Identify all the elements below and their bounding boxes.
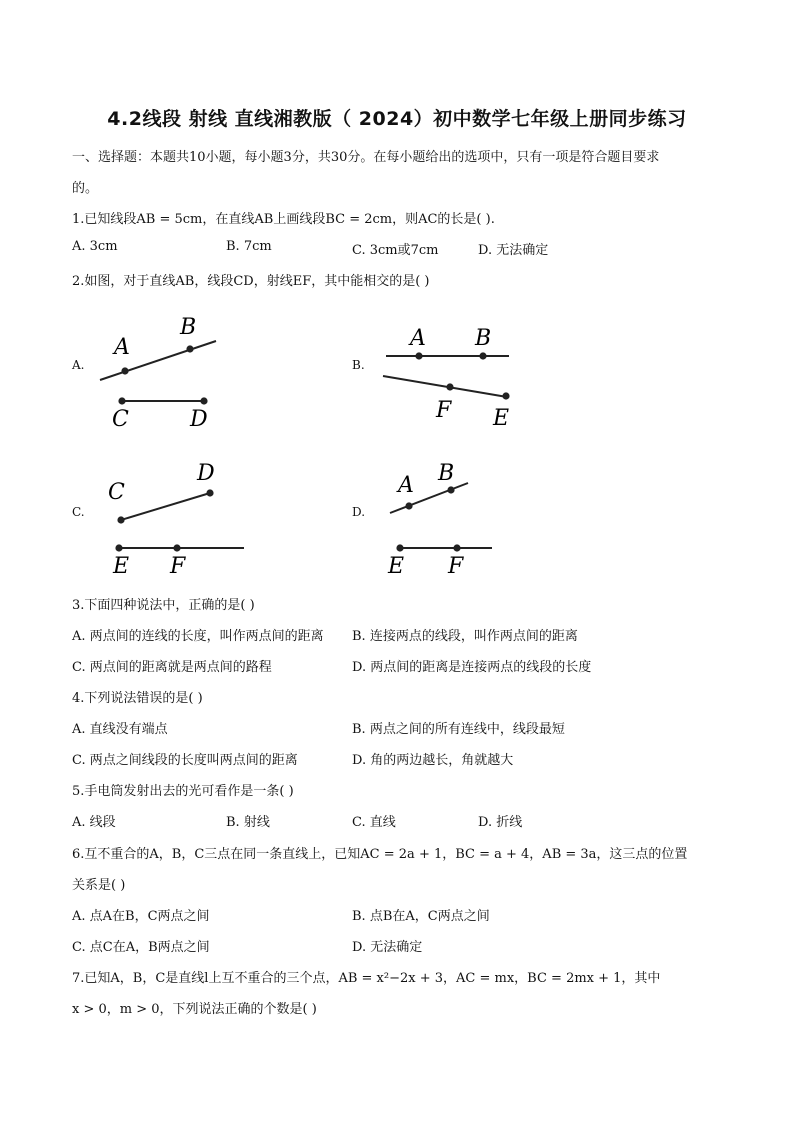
point-label-b: B [475,326,492,351]
q1-option-a: A. 3cm [72,239,118,254]
q3-option-b: B. 连接两点的线段，叫作两点间的距离 [352,629,578,644]
q1-option-d: D. 无法确定 [478,243,549,258]
point-label-a: A [410,326,426,351]
q3-option-a: A. 两点间的连线的长度，叫作两点间的距离 [72,629,324,644]
q4-option-c: C. 两点之间线段的长度叫两点间的距离 [72,753,298,768]
q5-option-a: A. 线段 [72,815,116,830]
point-label-c: C [112,407,129,432]
point-label-f: F [170,554,186,579]
q5-option-d: D. 折线 [478,815,523,830]
q3-option-d: D. 两点间的距离是连接两点的线段的长度 [352,660,592,675]
q2-figure-a [92,308,232,433]
q5-option-b: B. 射线 [226,815,270,830]
point-label-f: F [436,398,452,423]
q7-stem-line2: x > 0，m > 0，下列说法正确的个数是( ) [72,1002,317,1017]
q3-stem: 3.下面四种说法中，正确的是( ) [72,598,255,613]
q2-figure-b [376,318,516,433]
point-label-a: A [114,335,130,360]
q5-stem: 5.手电筒发射出去的光可看作是一条( ) [72,784,294,799]
q3-option-c: C. 两点间的距离就是两点间的路程 [72,660,272,675]
q4-option-d: D. 角的两边越长，角就越大 [352,753,514,768]
q2-option-b-label: B. [352,358,365,372]
point-label-b: B [438,461,455,486]
q2-figure-c [100,455,250,580]
page-title: 4.2线段 射线 直线湘教版（ 2024）初中数学七年级上册同步练习 [107,108,687,130]
point-label-e: E [388,554,405,579]
q2-option-a-label: A. [72,358,85,372]
q2-option-c-label: C. [72,505,85,519]
q6-option-b: B. 点B在A，C两点之间 [352,909,490,924]
q5-option-c: C. 直线 [352,815,396,830]
q6-stem-line2: 关系是( ) [72,878,126,893]
section-instructions-line2: 的。 [72,181,99,196]
q4-option-b: B. 两点之间的所有连线中，线段最短 [352,722,565,737]
q2-option-d-label: D. [352,505,366,519]
q2-stem: 2.如图，对于直线AB，线段CD，射线EF，其中能相交的是( ) [72,274,430,289]
point-label-d: D [190,407,208,432]
q6-option-d: D. 无法确定 [352,940,423,955]
q6-stem-line1: 6.互不重合的A，B，C三点在同一条直线上，已知AC = 2a + 1，BC = a + 4，AB = 3a，这三点的位置 [72,847,688,862]
point-label-c: C [108,480,125,505]
point-label-e: E [113,554,130,579]
q4-option-a: A. 直线没有端点 [72,722,168,737]
q6-option-a: A. 点A在B，C两点之间 [72,909,210,924]
q1-option-b: B. 7cm [226,239,272,254]
point-label-b: B [180,315,197,340]
q2-figure-d [382,455,502,580]
q1-stem: 1.已知线段AB = 5cm，在直线AB上画线段BC = 2cm，则AC的长是( ). [72,212,495,227]
point-label-d: D [197,461,215,486]
section-instructions-line1: 一、选择题：本题共10小题，每小题3分，共30分。在每小题给出的选项中，只有一项是符合题目要求 [72,150,660,165]
q7-stem-line1: 7.已知A，B，C是直线l上互不重合的三个点，AB = x²−2x + 3，AC = mx，BC = 2mx + 1，其中 [72,971,661,986]
point-label-a: A [398,473,414,498]
q4-stem: 4.下列说法错误的是( ) [72,691,203,706]
point-label-f: F [448,554,464,579]
q1-option-c: C. 3cm或7cm [352,243,439,258]
q6-option-c: C. 点C在A，B两点之间 [72,940,210,955]
point-label-e: E [493,406,510,431]
